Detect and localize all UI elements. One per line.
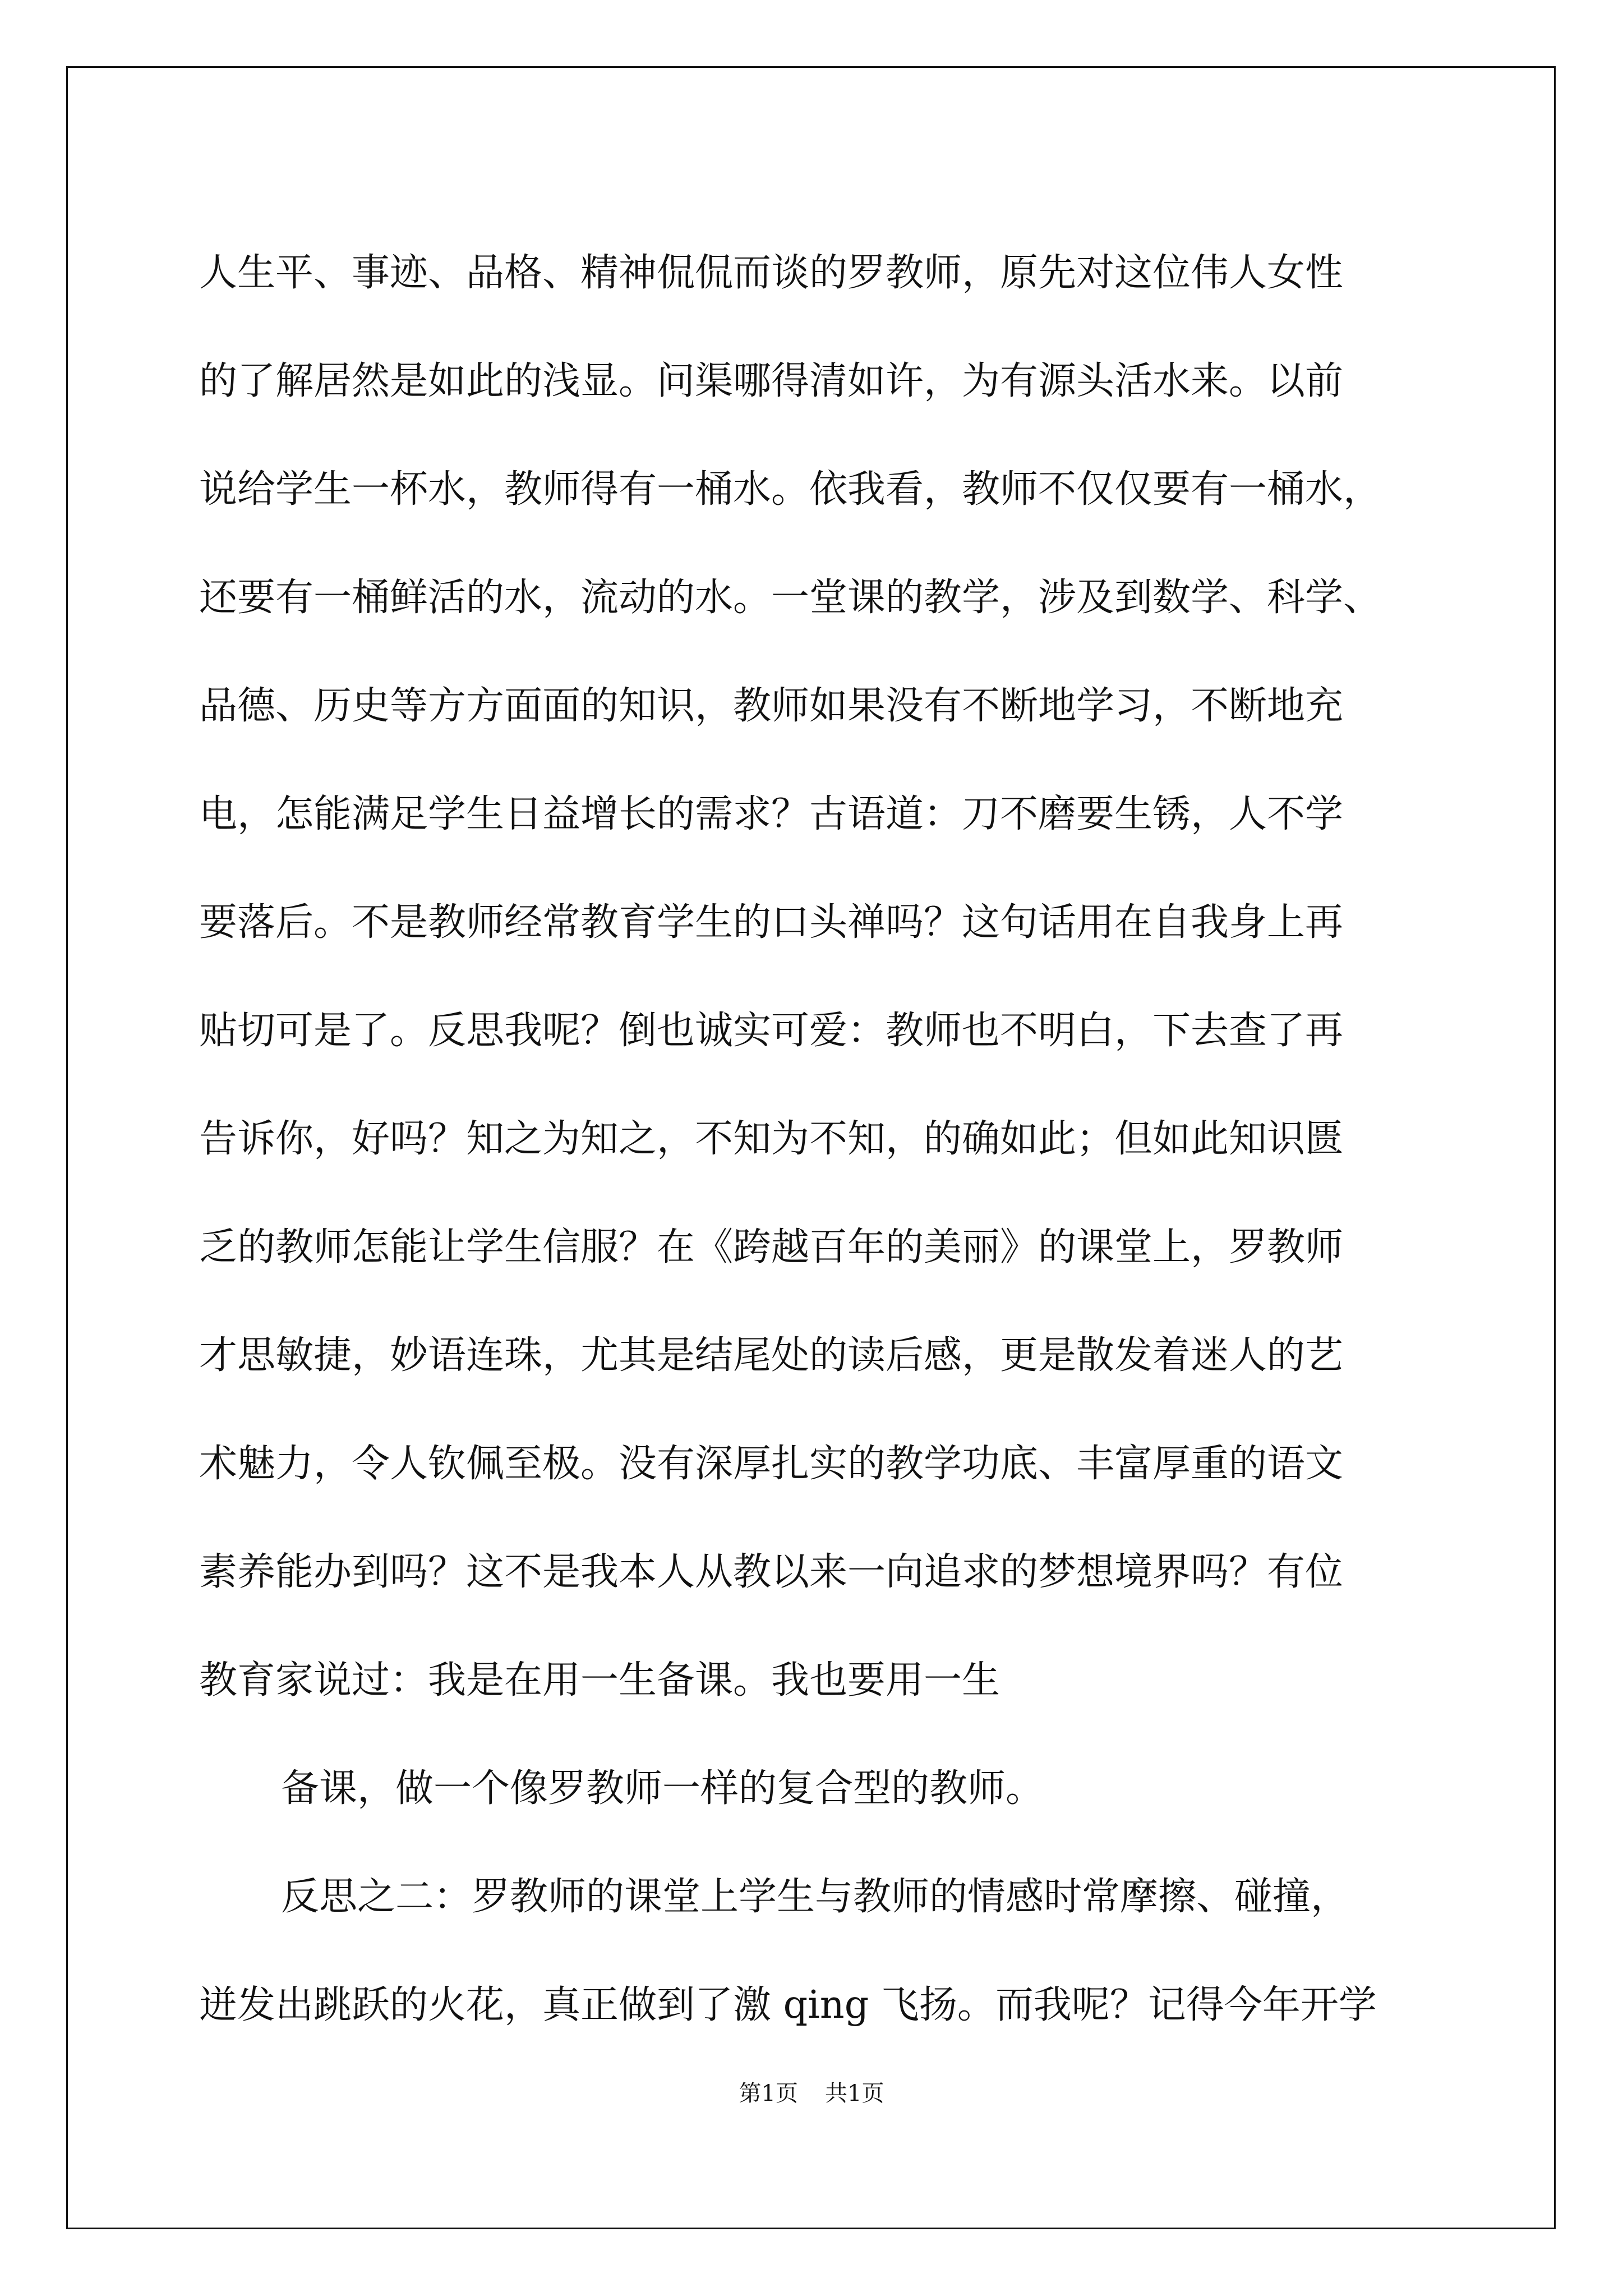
text-line-1: 人生平、事迹、品格、精神侃侃而谈的罗教师，原先对这位伟人女性 — [199, 251, 1344, 295]
text-line-5: 品德、历史等方方面面的知识，教师如果没有不断地学习，不断地充 — [199, 684, 1344, 728]
text-line-9: 告诉你，好吗？知之为知之，不知为不知，的确如此；但如此知识匮 — [199, 1117, 1344, 1161]
page-footer — [0, 2076, 1623, 2108]
text-line-14: 教育家说过：我是在用一生备课。我也要用一生 — [199, 1658, 1000, 1703]
paragraph-3-line-2: 迸发出跳跃的火花，真正做到了激 qing 飞扬。而我呢？记得今年开学 — [199, 1983, 1377, 2027]
paragraph-3-line-1: 反思之二：罗教师的课堂上学生与教师的情感时常摩擦、碰撞， — [281, 1875, 1349, 1919]
text-line-4: 还要有一桶鲜活的水，流动的水。一堂课的教学，涉及到数学、科学、 — [199, 576, 1382, 620]
text-line-2: 的了解居然是如此的浅显。问渠哪得清如许，为有源头活水来。以前 — [199, 359, 1344, 403]
text-line-6: 电，怎能满足学生日益增长的需求？古语道：刀不磨要生锈，人不学 — [199, 792, 1344, 836]
page-total: 共1页 — [825, 2081, 884, 2106]
text-line-8: 贴切可是了。反思我呢？倒也诚实可爱：教师也不明白，下去查了再 — [199, 1009, 1344, 1053]
text-line-13: 素养能办到吗？这不是我本人从教以来一向追求的梦想境界吗？有位 — [199, 1550, 1344, 1594]
text-line-10: 乏的教师怎能让学生信服？在《跨越百年的美丽》的课堂上，罗教师 — [199, 1225, 1344, 1269]
document-body — [199, 219, 1438, 2059]
paragraph-2: 备课，做一个像罗教师一样的复合型的教师。 — [281, 1766, 1044, 1811]
text-line-3: 说给学生一杯水，教师得有一桶水。依我看，教师不仅仅要有一桶水， — [199, 467, 1382, 512]
text-line-11: 才思敏捷，妙语连珠，尤其是结尾处的读后感，更是散发着迷人的艺 — [199, 1333, 1344, 1378]
text-line-12: 术魅力，令人钦佩至极。没有深厚扎实的教学功底、丰富厚重的语文 — [199, 1442, 1344, 1486]
page-number: 第1页 — [739, 2081, 798, 2106]
text-line-7: 要落后。不是教师经常教育学生的口头禅吗？这句话用在自我身上再 — [199, 900, 1344, 945]
